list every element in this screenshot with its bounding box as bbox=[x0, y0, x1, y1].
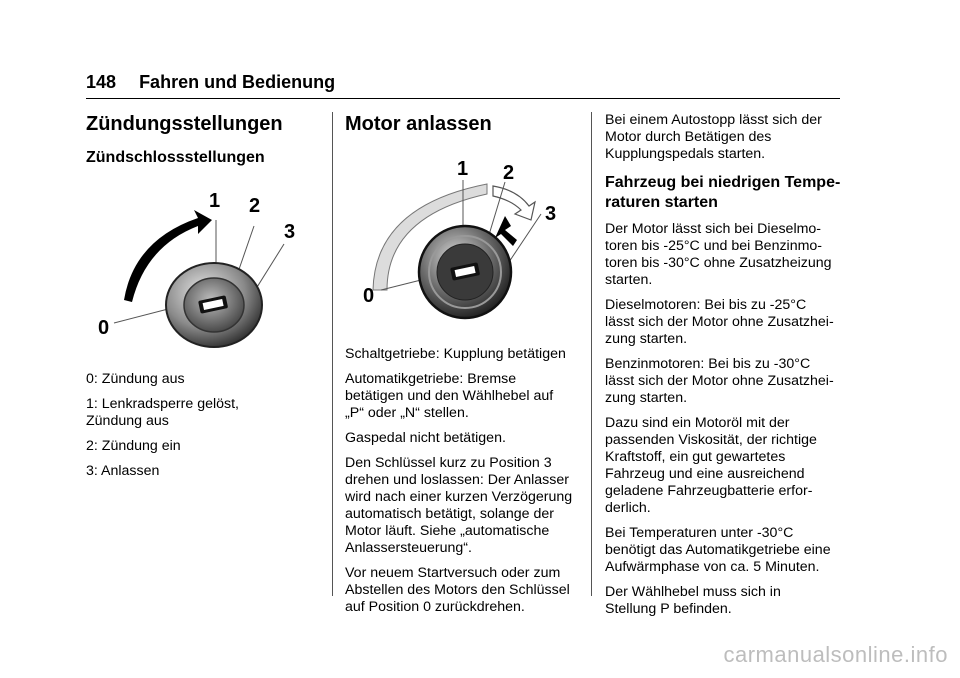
list-item: 0: Zündung aus bbox=[86, 371, 185, 387]
paragraph: Benzinmotoren: Bei bis zu -30°C lässt sich der Motor ohne Zusatzhei- zung starten. bbox=[605, 356, 834, 406]
column-divider-2 bbox=[591, 112, 592, 596]
paragraph: Vor neuem Startversuch oder zum Abstellen des Motors den Schlüssel auf Position 0 zurückdrehen. bbox=[345, 565, 570, 615]
list-item: 3: Anlassen bbox=[86, 463, 160, 479]
section-heading-zuendungsstellungen: Zündungsstellungen bbox=[86, 113, 283, 135]
ignition-positions-list bbox=[86, 371, 322, 488]
figure-label-1: 1 bbox=[209, 190, 221, 212]
column-divider-1 bbox=[332, 112, 333, 596]
figure-label-0: 0 bbox=[98, 317, 110, 339]
paragraph: Bei einem Autostopp lässt sich der Motor durch Betätigen des Kupplungspedals starten. bbox=[605, 112, 822, 162]
paragraph: Automatikgetriebe: Bremse betätigen und den Wählhebel auf „P“ oder „N“ stellen. bbox=[345, 371, 554, 421]
page-header bbox=[86, 72, 335, 93]
paragraph: Gaspedal nicht betätigen. bbox=[345, 430, 506, 446]
subheading-zuendschlossstellungen: Zündschlossstellungen bbox=[86, 149, 265, 166]
paragraph: Dieselmotoren: Bei bis zu -25°C lässt sich der Motor ohne Zusatzhei- zung starten. bbox=[605, 297, 834, 347]
paragraph: Bei Temperaturen unter -30°C benötigt das Automatikgetriebe eine Aufwärmphase von ca. 5 Minuten. bbox=[605, 525, 831, 575]
paragraph: Schaltgetriebe: Kupplung betätigen bbox=[345, 346, 566, 362]
ignition-lock-illustration bbox=[86, 180, 316, 350]
section-heading-motor-anlassen: Motor anlassen bbox=[345, 113, 492, 135]
paragraph: Den Schlüssel kurz zu Position 3 drehen und loslassen: Der Anlasser wird nach einer kurzen Verzögerung automatisch betätigt, solange der Motor läuft. Siehe „automatische Anlassersteuerung“. bbox=[345, 455, 573, 556]
figure-label-2: 2 bbox=[249, 195, 261, 217]
column-2 bbox=[345, 112, 585, 136]
figure-label-1: 1 bbox=[457, 158, 469, 180]
engine-start-illustration bbox=[345, 150, 585, 320]
figure-label-0: 0 bbox=[363, 285, 375, 307]
start-arrow-outline-icon bbox=[493, 186, 535, 220]
list-item: 2: Zündung ein bbox=[86, 438, 181, 454]
subheading-niedrige-temperaturen: Fahrzeug bei niedrigen Tempe- raturen starten bbox=[605, 174, 841, 211]
engine-start-figure bbox=[345, 150, 585, 320]
paragraph: Der Wählhebel muss sich in Stellung P befinden. bbox=[605, 584, 781, 617]
paragraph: Der Motor lässt sich bei Dieselmo- toren bis -25°C und bei Benzinmo- toren bis -30°C ohne Zusatzheizung starten. bbox=[605, 221, 832, 288]
figure-label-3: 3 bbox=[545, 203, 557, 225]
engine-start-text bbox=[345, 346, 585, 624]
column-3 bbox=[605, 112, 845, 626]
column-1 bbox=[86, 112, 322, 168]
list-item: 1: Lenkradsperre gelöst, Zündung aus bbox=[86, 396, 240, 429]
page-number: 148 bbox=[86, 72, 117, 92]
header-rule bbox=[86, 98, 840, 99]
watermark: carmanualsonline.info bbox=[723, 642, 948, 667]
figure-label-3: 3 bbox=[284, 221, 296, 243]
chapter-title: Fahren und Bedienung bbox=[139, 72, 336, 92]
figure-label-2: 2 bbox=[503, 162, 515, 184]
paragraph: Dazu sind ein Motoröl mit der passenden Viskosität, der richtige Kraftstoff, ein gut gewartetes Fahrzeug und eine ausreichend geladene Fahrzeugbatterie erfor- derlich. bbox=[605, 415, 817, 516]
ignition-positions-figure bbox=[86, 180, 316, 350]
